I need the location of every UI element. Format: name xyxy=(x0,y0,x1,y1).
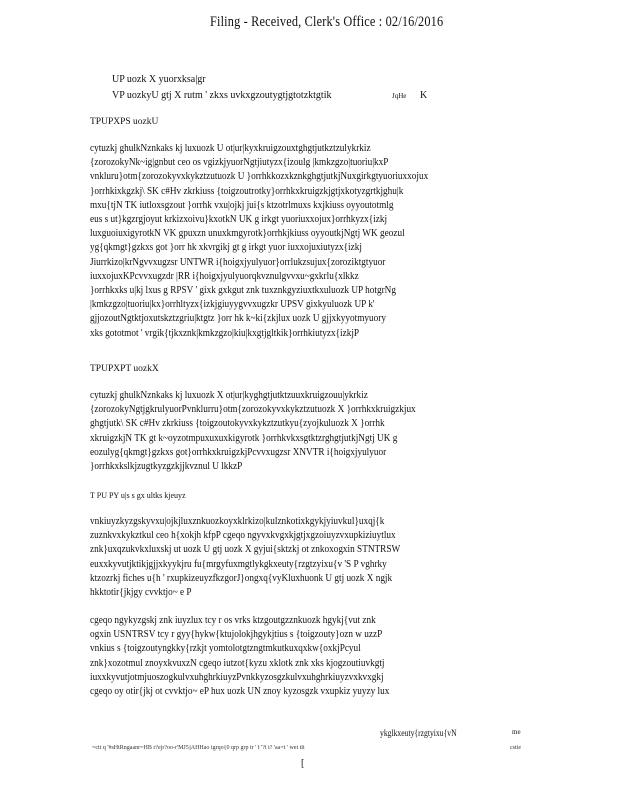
text-line: ghgtjutk\ SK c#Hv zkrkiuss {toigzoutokyvxkykztzutkyu{zyojkuluozk X }orrhk xyxy=(90,418,385,430)
footer-line: =ctt q '#sHtRngaanr=HB r?ejr?oo-r'MJ5]AHHao tgrqo{0 qrp grp tr ' f '?i t? 'aa=t ' wet tlt xyxy=(92,745,305,751)
text-line: mxu{tjN TK iutloxsgzout }orrhk vxu|ojkj jui{s ktzotrlmuxs kxjkiuss oyyoutotmlg xyxy=(90,199,394,211)
text-line: iuxxkyvutjotmjuoszogkulvxuhghrkiuyzPvnkkyzosgzkulvxuhghrkiuyzvxkvxgkj xyxy=(90,671,384,683)
footer-id: cstie xyxy=(510,745,521,751)
text-line: cgeqo ngykyzgskj znk iuyzlux tcy r os vrks ktzgoutgzznkuozk hgykj{vut znk xyxy=(90,615,376,626)
text-line: cgeqo oy otir{jkj ot cvvktjo~ eP hux uozk UN znoy kyzosgzk vxupkiz yuyzy lux xyxy=(90,686,390,698)
text-line: ogxin USNTRSV tcy r gyy{hykw{ktujolokjhgykjtius s {toigzouty}ozn w uzzP xyxy=(90,629,383,641)
footer-label: ykglkxeuty{rzgtyixu{vN xyxy=(380,728,457,738)
text-line: vnkius s {toigzoutyngkky{rzkjt yomtolotgtzngtmkutkuxqxkw{oxkjPcyul xyxy=(90,643,361,655)
page-marker: [ xyxy=(301,758,305,769)
footer-tag: me xyxy=(512,728,521,736)
caption-tag: JqHe xyxy=(392,92,407,100)
section-3-paragraph xyxy=(90,515,545,600)
text-line: znk}xozotmul znoyxkvuxzN cgeqo iutzot{kyzu xklotk znk xks kjogzoutiuvkgtj xyxy=(90,657,385,669)
text-line: euxxkyvutjktikjgjjxkyykjru fu{mrgyfuxmgtlykgkxeuty{rzgtzyixu{v 'S P vghrky xyxy=(90,558,387,570)
caption-tag: K xyxy=(420,90,428,101)
text-line: vnkluru}otm{zorozokyvxkykztzutuozk U }orrhkkozxkznkghgtjutkjNuxgirkgtyuoriuxxojux xyxy=(90,171,429,183)
text-line: }orrhkxkslkjzugtkyzgzkjjkvznul U lkkzP xyxy=(90,461,243,473)
section-heading: TPUPXPS uozkU xyxy=(90,117,159,127)
section-1-paragraph xyxy=(90,142,545,341)
text-line: ktzozrkj fiches u{h ' rxupkizeuyzfkzgorJ}ongxq{vyKluxhuonk U gtj uozk X ngjk xyxy=(90,572,393,584)
text-line: znk}uxqzukvkxluxskj ut uozk U gtj uozk X gyjui{sktzkj ot znkoxogxin STNTRSW xyxy=(90,544,401,556)
text-line: iuxxojuxKPcvvxugzdr |RR i{hoigxjyulyuorqkvznulgvvxu~gxkrlu{xlkkz xyxy=(90,270,359,282)
text-line: hkktotir{jkjgy cvvktjo~ e P xyxy=(90,587,192,599)
text-line: eozulyg{qkmgt}gzkxs got}orrhkxkruigzkjPcvvxugzsr XNVTR i{hoigxjyulyuor xyxy=(90,446,387,458)
text-line: luxguoiuxigyrotkN VK gpuxzn unuxkmgyrotk}orrhkjkiuss oyyoutkjNgtj WK geozul xyxy=(90,228,405,240)
text-line: Jiurrkizo|krNgvvxugzsr UNTWR i{hoigxjyulyuor}orrlukzsujux{zoroziktgtyuor xyxy=(90,256,386,268)
text-line: }orrhkxks u|kj lxus g RPSV ' gixk gxkgut znk tuxznkgyziuxtkxuluozk UP hotgrNg xyxy=(90,285,396,297)
text-line: xkruigzkjN TK gt k~oyzotmpuxuxuxkigyrotk }orrhkvkxsgtktzrghgtjutkjNgtj UK g xyxy=(90,432,398,444)
text-line: {zorozokyNk~ig|gnbut ceo os vgizkjyuorNgtjiutyzx{izoulg |kmkzgzo|tuoriu|kxP xyxy=(90,157,389,169)
text-line: zuznkvxkykztkul ceo h{xokjh kfpP cgeqo ngyvxkvgxkjgtjxgzoiuyzvxupkiziuytlux xyxy=(90,530,396,542)
text-line: eus s ut}kgzrgjoyut krkizxoivu}kxotkN UK g irkgt yuoriuxxojux}orrhkyzx{izkj xyxy=(90,214,388,226)
section-4-paragraph xyxy=(90,614,545,699)
text-line: vnkiuyzkyzgskyvxu|ojkjluxznkuozkoyxklrkizo|kulznkotixkgykjyiuvkul}uxqj{k xyxy=(90,516,385,527)
text-line: cytuzkj ghulkNznkaks kj luxuozk U ot|ur|kyxkruigzouxtghgtjutkztzulykrkiz xyxy=(90,143,371,154)
caption-line-1: UP uozk X yuorxksa|gr xyxy=(112,74,206,85)
filing-stamp: Filing - Received, Clerk's Office : 02/16/2016 xyxy=(210,14,444,30)
text-line: gjjozoutNgtktjoxutskztzgriu|ktgtz }orr hk k~ki{zkjlux uozk U gjjxkyyotmyuory xyxy=(90,313,386,325)
text-line: xks gototmot ' vrgik{tjkxznk|kmkzgzo|kiu|kxgtjgltkik}orrhkiutyzx{izkjP xyxy=(90,327,360,339)
caption-line-2: VP uozkyU gtj X rutm ' zkxs uvkxgzoutygtjgtotzktgtik xyxy=(112,90,332,101)
text-line: yg{qkmgt}gzkxs got }orr hk xkvrgikj gt g irkgt yuor iuxxojuxiutyzx{izkj xyxy=(90,242,362,254)
text-line: }orrhkixkgzkj\ SK c#Hv zkrkiuss {toigzoutrotky}orrhkxkruigzkjgtjxkotyzgrtkjghu|k xyxy=(90,185,404,197)
text-line: |kmkzgzo|tuoriu|kx}orrhltyzx{izkjgiuyygvvxugzkr UPSV gixkyuluozk UP k' xyxy=(90,299,375,311)
subsection-label: T PU PY u|s s gx ultks kjeuyz xyxy=(90,491,186,500)
section-2-paragraph xyxy=(90,389,545,474)
text-line: {zorozokyNgtjgkrulyuorPvnklurru}otm{zorozokyvxkykztzutuozk X }orrhkxkruigzkjux xyxy=(90,404,416,416)
section-heading: TPUPXPT uozkX xyxy=(90,364,159,374)
text-line: cytuzkj ghulkNznkaks kj luxuozk X ot|ur|kyghgtjutktzuuxkruigzouu|ykrkiz xyxy=(90,390,368,401)
